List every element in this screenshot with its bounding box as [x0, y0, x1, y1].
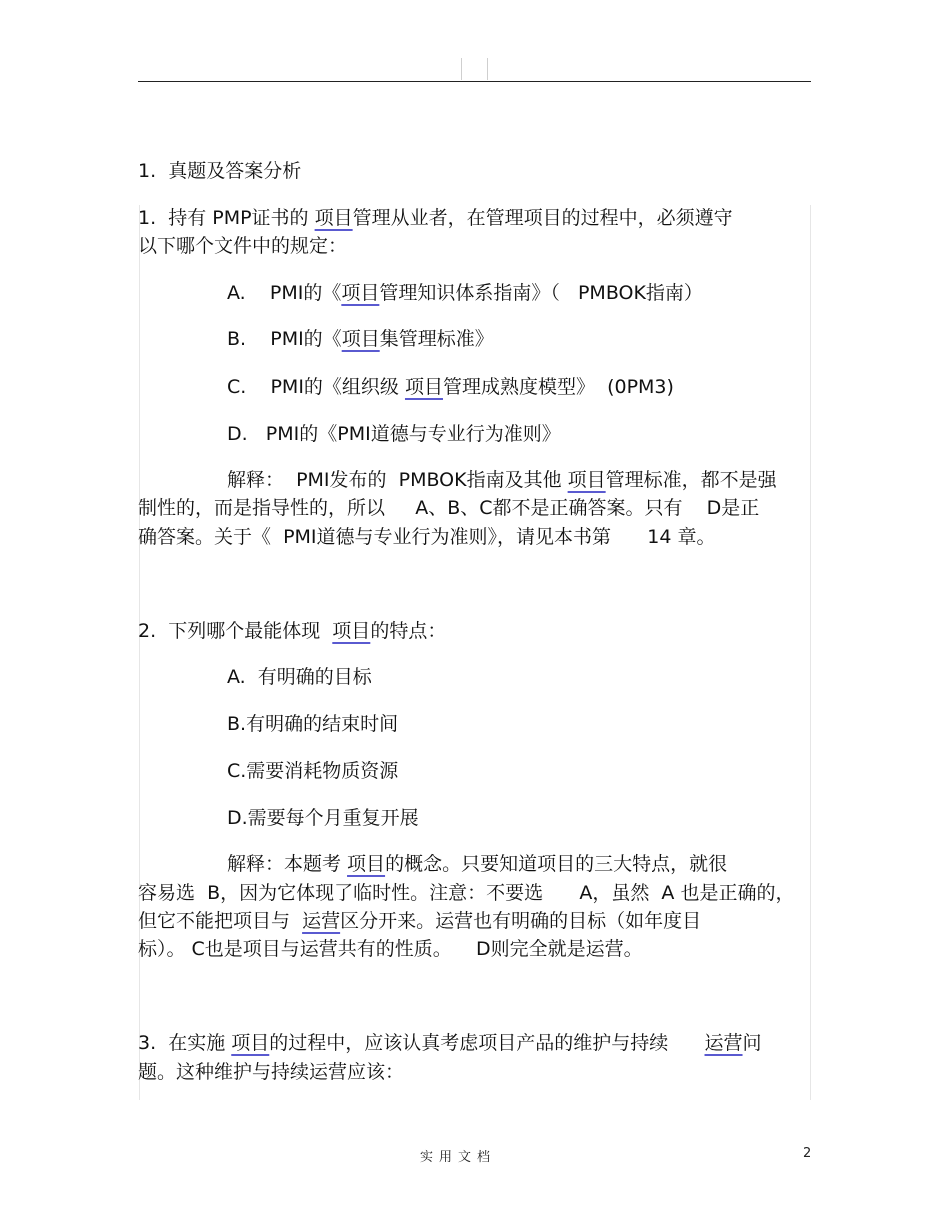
q1-stem-line-1: 1. 持有 PMP证书的 项目管理从业者，在管理项目的过程中，必须遵守: [138, 207, 733, 229]
q1-option-c: C. PMI的《组织级 项目管理成熟度模型》 (0PM3): [227, 376, 674, 398]
q2-explanation-line-1: 解释：本题考 项目的概念。只要知道项目的三大特点，就很: [227, 853, 728, 875]
right-margin-rule: [810, 205, 811, 1100]
q2-stem: 2. 下列哪个最能体现 项目的特点：: [138, 620, 447, 642]
q2-option-c: C.需要消耗物质资源: [227, 760, 399, 782]
q3-stem-line-1: 3. 在实施 项目的过程中，应该认真考虑项目产品的维护与持续 运营问: [138, 1032, 762, 1054]
header-tick-mark: [461, 58, 462, 80]
q1-option-b: B. PMI的《项目集管理标准》: [227, 328, 494, 350]
left-margin-rule: [139, 205, 140, 1100]
q1-explanation-line-2: 制性的，而是指导性的，所以 A、B、C都不是正确答案。只有 D是正: [138, 497, 760, 519]
q2-explanation-line-3: 但它不能把项目与 运营区分开来。运营也有明确的目标（如年度目: [138, 910, 702, 932]
footer-label: 实用文档: [420, 1150, 497, 1165]
page-number: 2: [803, 1146, 812, 1161]
q3-stem-line-2: 题。这种维护与持续运营应该：: [138, 1061, 405, 1083]
q1-option-a: A. PMI的《项目管理知识体系指南》（ PMBOK指南）: [227, 282, 703, 304]
q2-option-a: A. 有明确的目标: [227, 666, 372, 688]
q2-option-d: D.需要每个月重复开展: [227, 807, 419, 829]
q2-option-b: B.有明确的结束时间: [227, 713, 399, 735]
header-tick-mark: [487, 58, 488, 80]
q1-explanation-line-3: 确答案。关于《 PMI道德与专业行为准则》，请见本书第 14 章。: [138, 526, 716, 548]
q2-explanation-line-4: 标）。 C也是项目与运营共有的性质。 D则完全就是运营。: [138, 938, 643, 960]
section-title: 1. 真题及答案分析: [138, 160, 302, 182]
q1-explanation-line-1: 解释： PMI发布的 PMBOK指南及其他 项目管理标准，都不是强: [227, 469, 777, 491]
q1-stem-line-2: 以下哪个文件中的规定：: [138, 235, 348, 257]
q1-option-d: D. PMI的《PMI道德与专业行为准则》: [227, 423, 561, 445]
header-rule: [138, 81, 811, 82]
q2-explanation-line-2: 容易选 B，因为它体现了临时性。注意：不要选 A，虽然 A 也是正确的，: [138, 882, 795, 904]
